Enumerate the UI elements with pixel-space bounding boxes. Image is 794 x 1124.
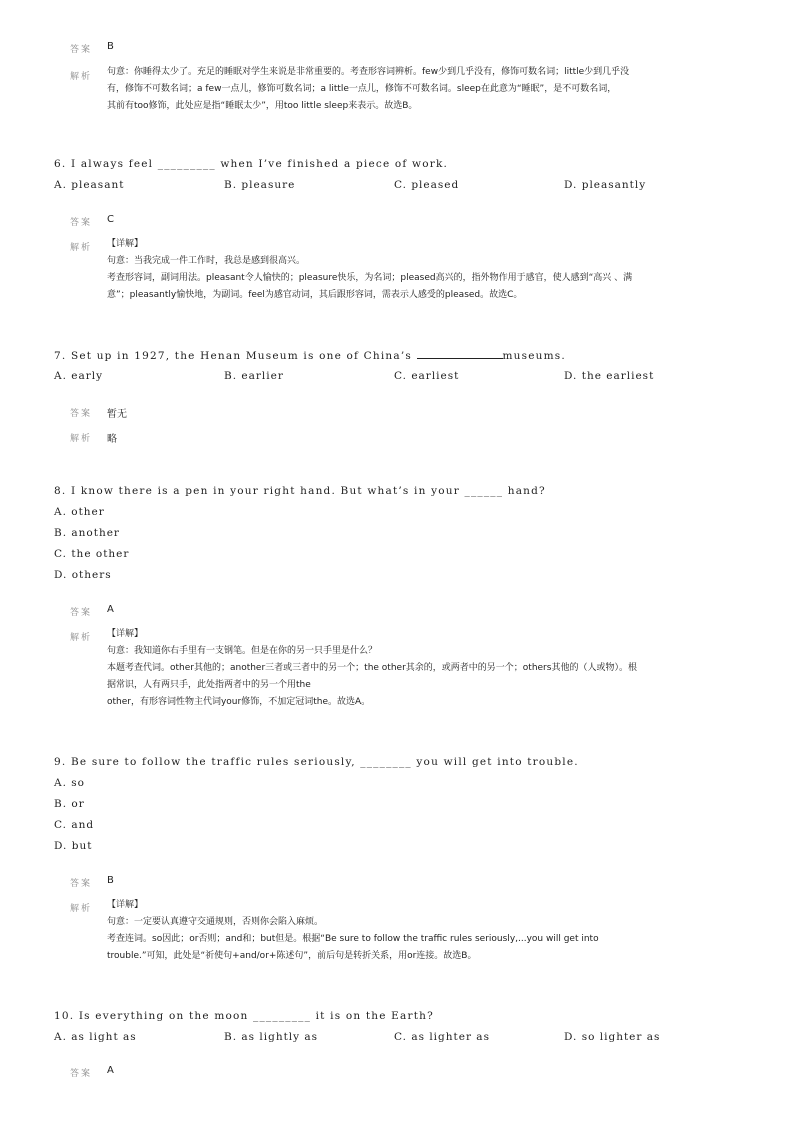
- analysis-text: [107, 64, 727, 115]
- analysis-line: 考查形容词，副词用法。pleasant令人愉快的；pleasure快乐，为名词；pleased高兴的，指外物作用于感官，使人感到“高兴 、满: [107, 273, 633, 283]
- analysis-label: 解析: [70, 904, 93, 914]
- analysis-line: 句意：当我完成一件工作时，我总是感到很高兴。: [107, 256, 306, 266]
- analysis-line: 意”；pleasantly愉快地，为副词。feel为感官动词，其后跟形容词，需表示人感受的pleased。故选C。: [107, 290, 523, 300]
- q8-option-d: D. others: [54, 569, 112, 581]
- answer-label: 答案: [70, 218, 93, 228]
- answer-label: 答案: [70, 45, 93, 55]
- analysis-label: 解析: [70, 243, 93, 253]
- answer-label: 答案: [70, 608, 93, 618]
- q10-option-b: B. as lightly as: [224, 1031, 319, 1043]
- answer-value: A: [107, 1065, 114, 1076]
- analysis-line: 考查连词。so因此；or否则；and和；but但是。根据“Be sure to follow the traffic rules seriously,...you will get into: [107, 934, 599, 944]
- question-7-stem: [54, 348, 566, 362]
- analysis-text: [107, 897, 727, 965]
- q7-option-c: C. earliest: [394, 370, 460, 382]
- q9-option-d: D. but: [54, 840, 93, 852]
- analysis-line: 据常识，人有两只手，此处指两者中的另一个用the: [107, 680, 311, 690]
- analysis-text: 略: [107, 434, 117, 445]
- q9-option-c: C. and: [54, 819, 95, 831]
- q7-option-d: D. the earliest: [564, 370, 655, 382]
- q6-option-b: B. pleasure: [224, 179, 296, 191]
- answer-label: 答案: [70, 1069, 93, 1079]
- analysis-line: 本题考查代词。other其他的；another三者或三者中的另一个；the other其余的，或两者中的另一个；others其他的（人或物）。根: [107, 663, 637, 673]
- answer-value: 暂无: [107, 409, 127, 420]
- analysis-line: 句意：你睡得太少了。充足的睡眠对学生来说是非常重要的。考查形容词辨析。few少到几乎没有，修饰可数名词；little少到几乎没: [107, 67, 630, 77]
- analysis-label: 解析: [70, 72, 93, 82]
- analysis-line: 其前有too修饰，此处应是指“睡眠太少”，用too little sleep来表示。故选B。: [107, 101, 418, 111]
- answer-value: B: [107, 875, 114, 886]
- analysis-line: other，有形容词性物主代词your修饰，不加定冠词the。故选A。: [107, 697, 371, 707]
- analysis-line: 【详解】: [107, 239, 144, 249]
- question-10-stem: 10. Is everything on the moon _________ it is on the Earth?: [54, 1010, 434, 1022]
- q9-option-b: B. or: [54, 798, 85, 810]
- answer-label: 答案: [70, 409, 93, 419]
- q7-stem-before: 7. Set up in 1927, the Henan Museum is one of China’s: [54, 350, 417, 362]
- answer-value: C: [107, 214, 114, 225]
- analysis-label: 解析: [70, 633, 93, 643]
- analysis-line: 句意：我知道你右手里有一支钢笔。但是在你的另一只手里是什么？: [107, 646, 378, 656]
- q10-option-d: D. so lighter as: [564, 1031, 661, 1043]
- answer-blank: [417, 348, 503, 359]
- q10-option-a: A. as light as: [54, 1031, 137, 1043]
- q8-option-c: C. the other: [54, 548, 130, 560]
- analysis-line: 【详解】: [107, 629, 144, 639]
- question-9-stem: 9. Be sure to follow the traffic rules seriously, ________ you will get into trouble.: [54, 756, 579, 768]
- answer-value: A: [107, 604, 114, 615]
- q6-option-c: C. pleased: [394, 179, 460, 191]
- answer-label: 答案: [70, 879, 93, 889]
- q8-option-b: B. another: [54, 527, 120, 539]
- question-6-stem: 6. I always feel _________ when I’ve finished a piece of work.: [54, 158, 449, 170]
- analysis-line: 句意：一定要认真遵守交通规则，否则你会陷入麻烦。: [107, 917, 324, 927]
- analysis-line: 有，修饰不可数名词；a few一点儿，修饰可数名词；a little一点儿，修饰不可数名词。sleep在此意为“睡眠”，是不可数名词，: [107, 84, 617, 94]
- q7-option-a: A. early: [54, 370, 104, 382]
- q7-option-b: B. earlier: [224, 370, 284, 382]
- q8-option-a: A. other: [54, 506, 105, 518]
- q10-option-c: C. as lighter as: [394, 1031, 490, 1043]
- q7-stem-after: museums.: [502, 350, 566, 362]
- analysis-text: [107, 236, 727, 304]
- analysis-label: 解析: [70, 434, 93, 444]
- q6-option-d: D. pleasantly: [564, 179, 647, 191]
- q9-option-a: A. so: [54, 777, 85, 789]
- analysis-line: trouble.”可知，此处是“祈使句+and/or+陈述句”，前后句是转折关系，用or连接。故选B。: [107, 951, 477, 961]
- q6-option-a: A. pleasant: [54, 179, 125, 191]
- question-8-stem: 8. I know there is a pen in your right hand. But what’s in your ______ hand?: [54, 485, 546, 497]
- answer-value: B: [107, 41, 114, 52]
- analysis-line: 【详解】: [107, 900, 144, 910]
- analysis-text: [107, 626, 727, 711]
